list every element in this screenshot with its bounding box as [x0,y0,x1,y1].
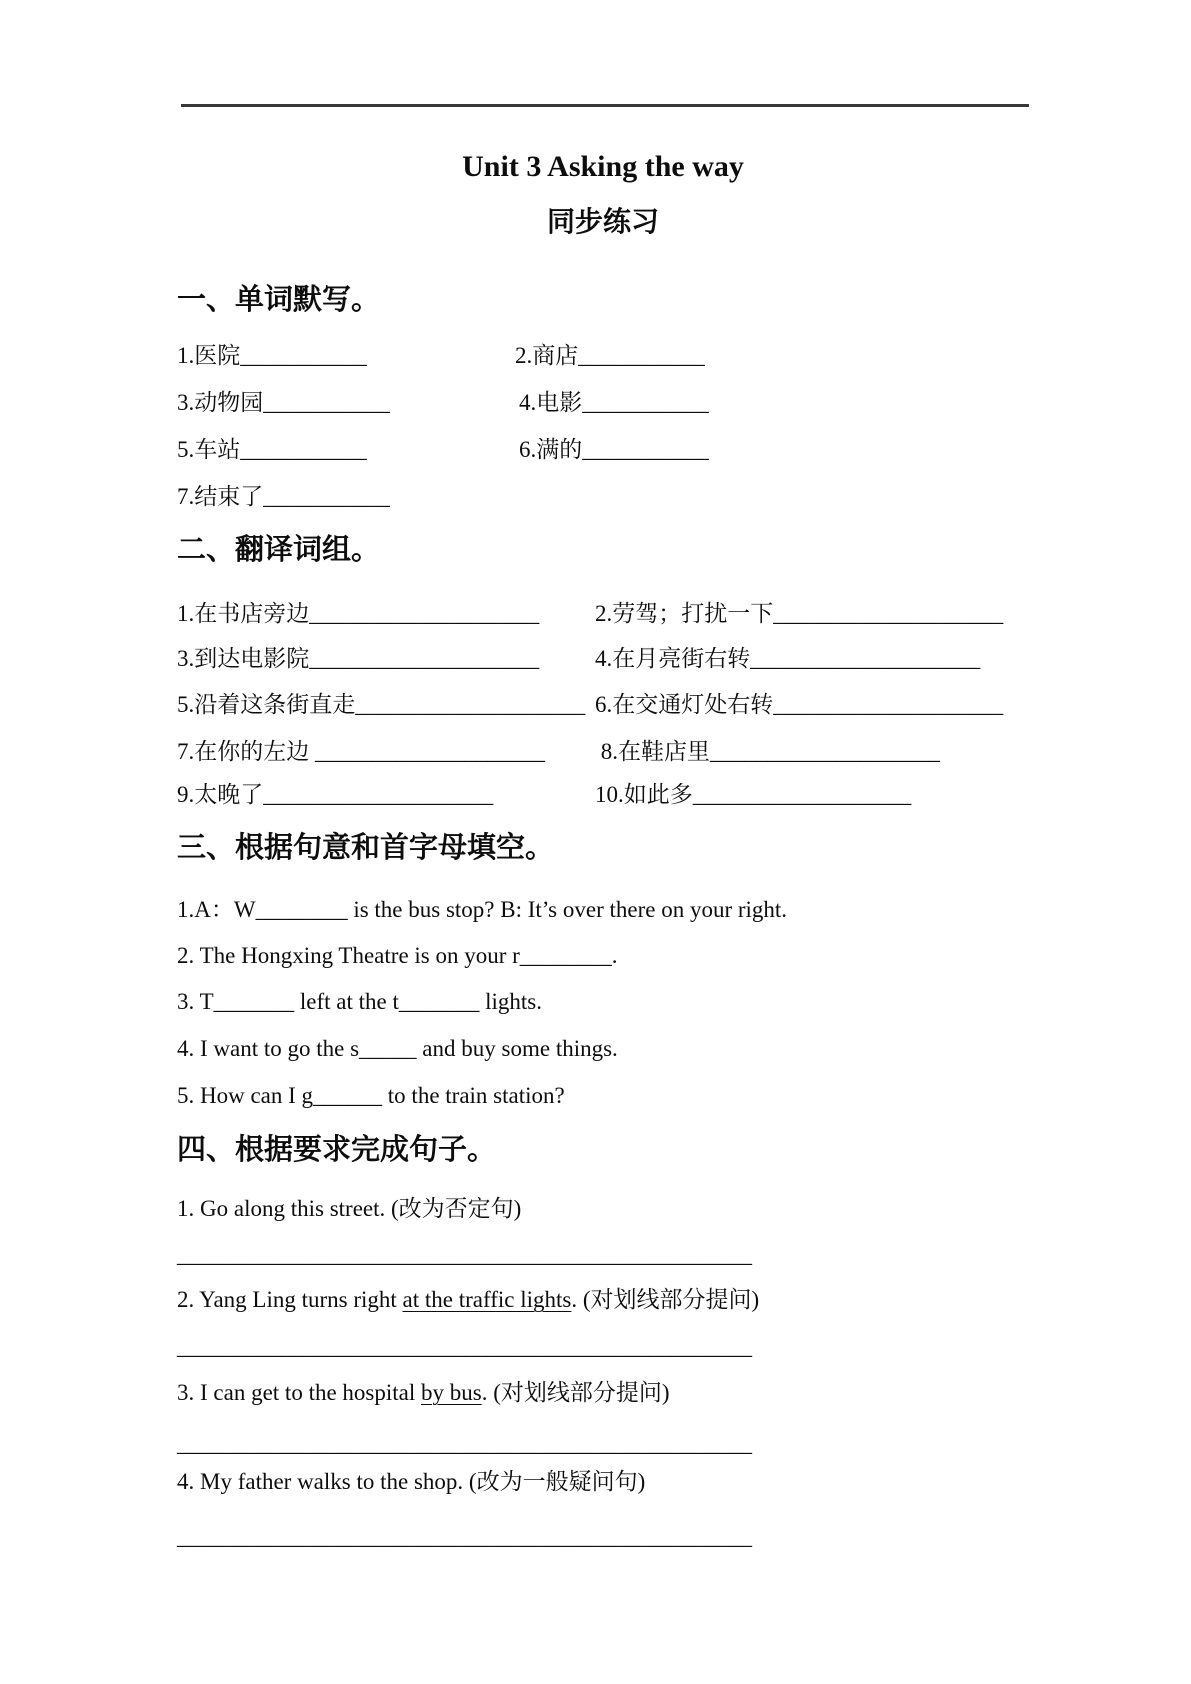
sentence-pre: 3. I can get to the hospital [177,1380,421,1405]
phrase-item: 6.在交通灯处右转____________________ [595,692,1004,717]
phrase-item: 1.在书店旁边____________________ [177,601,540,626]
rewrite-item [177,1195,521,1223]
underlined-phrase: by bus [421,1380,482,1405]
phrase-item: 8.在鞋店里____________________ [595,739,940,764]
sentence-post: . (对划线部分提问) [481,1380,670,1405]
word-item: 5.车站___________ [177,437,367,462]
phrase-item: 10.如此多___________________ [595,782,912,807]
phrase-item: 9.太晚了____________________ [177,782,494,807]
rewrite-item [177,1379,670,1407]
answer-line: __________________________________________________ [177,1524,752,1549]
sentence-item: 1.A：W________ is the bus stop? B: It’s over there on your right. [177,897,788,922]
phrase-item: 4.在月亮街右转____________________ [595,646,981,671]
sentence-pre: 1. Go along this street. (改为否定句) [177,1196,522,1221]
phrase-item: 7.在你的左边 ____________________ [177,739,545,764]
phrase-item: 5.沿着这条街直走____________________ [177,692,586,717]
sentence-item: 3. T_______ left at the t_______ lights. [177,989,542,1014]
word-item: 1.医院___________ [177,343,367,368]
sentence-item: 4. I want to go the s_____ and buy some things. [177,1036,618,1061]
page-subtitle: 同步练习 [546,207,659,238]
sentence-pre: 2. Yang Ling turns right [177,1287,403,1312]
rewrite-item [177,1286,759,1314]
answer-line: __________________________________________________ [177,1334,752,1359]
underlined-phrase: at the traffic lights [402,1287,572,1312]
sentence-pre: 4. My father walks to the shop. (改为一般疑问句) [177,1469,646,1494]
section-1-heading: 一、单词默写。 [177,284,381,316]
section-2-heading: 二、翻译词组。 [177,534,381,566]
header-rule [181,104,1029,107]
page-title: Unit 3 Asking the way [462,150,744,183]
sentence-post: . (对划线部分提问) [571,1287,760,1312]
word-item: 6.满的___________ [519,437,709,462]
sentence-item: 5. How can I g______ to the train station? [177,1083,565,1108]
rewrite-item [177,1468,645,1496]
phrase-item: 3.到达电影院____________________ [177,646,540,671]
section-4-heading: 四、根据要求完成句子。 [177,1134,497,1166]
sentence-item: 2. The Hongxing Theatre is on your r________. [177,943,618,968]
word-item: 3.动物园___________ [177,390,390,415]
answer-line: __________________________________________________ [177,1242,752,1267]
section-3-heading: 三、根据句意和首字母填空。 [177,832,555,864]
phrase-item: 2.劳驾；打扰一下____________________ [595,601,1004,626]
answer-line: __________________________________________________ [177,1431,752,1456]
word-item: 4.电影___________ [519,390,709,415]
word-item: 7.结束了___________ [177,484,390,509]
word-item: 2.商店___________ [515,343,705,368]
